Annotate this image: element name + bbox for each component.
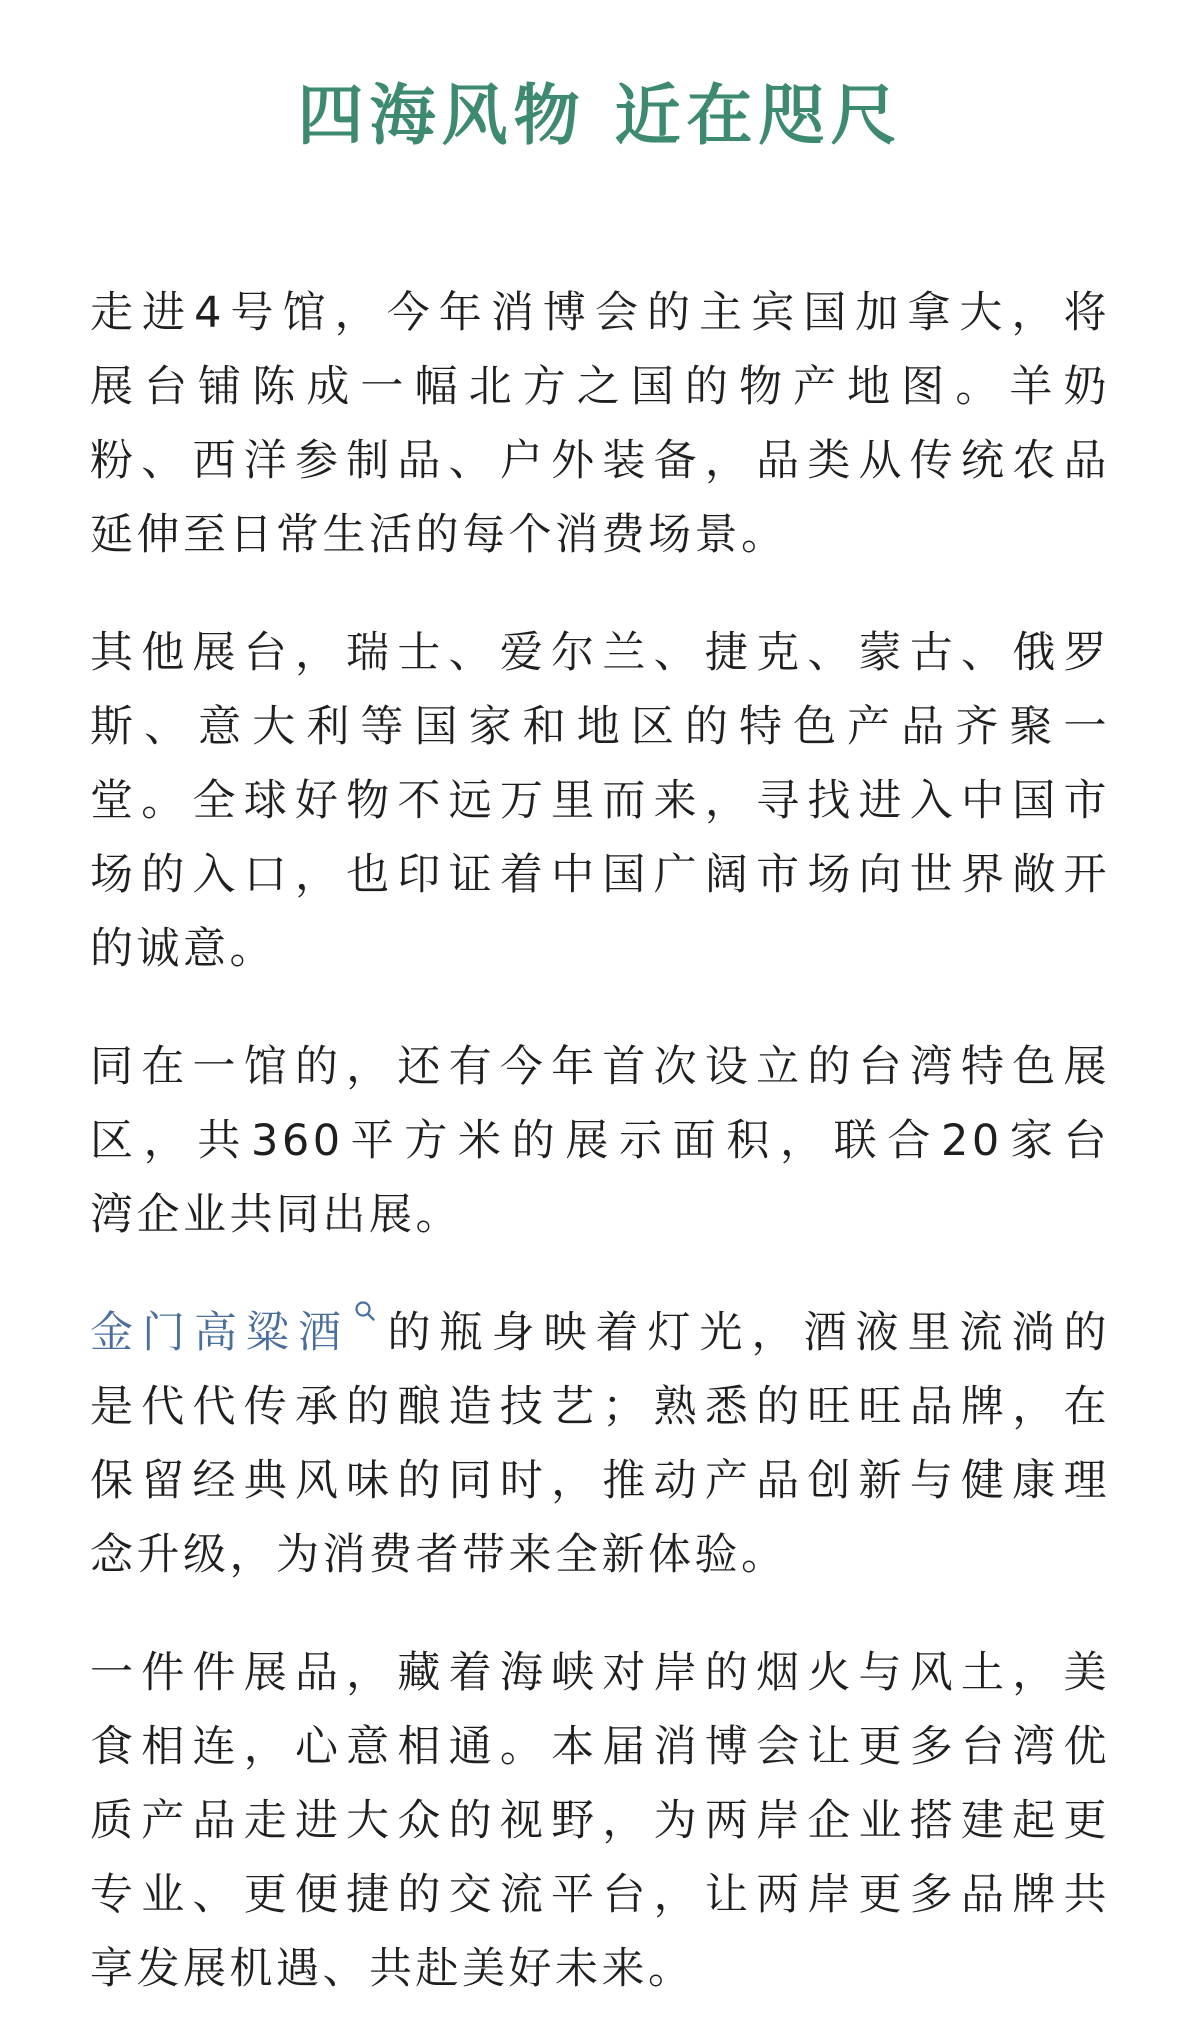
text-line: 保留经典风味的同时，推动产品创新与健康理 — [90, 1456, 1110, 1506]
paragraph-4 — [90, 1296, 1110, 1592]
text-segment: 的瓶身映着灯光，酒液里流淌的 — [382, 1308, 1110, 1358]
article-body — [90, 276, 1110, 2006]
page-title: 四海风物 近在咫尺 — [297, 77, 903, 154]
paragraph-3 — [90, 1030, 1110, 1252]
paragraph-1 — [90, 276, 1110, 572]
text-line: 质产品走进大众的视野，为两岸企业搭建起更 — [90, 1796, 1110, 1846]
text-line: 粉、西洋参制品、户外装备，品类从传统农品 — [90, 436, 1110, 486]
text-line: 是代代传承的酿造技艺；熟悉的旺旺品牌，在 — [90, 1382, 1110, 1432]
text-line: 展台铺陈成一幅北方之国的物产地图。羊奶 — [90, 362, 1110, 412]
text-line: 斯、意大利等国家和地区的特色产品齐聚一 — [90, 702, 1110, 752]
text-line: 走进4号馆，今年消博会的主宾国加拿大，将 — [90, 288, 1110, 338]
text-line: 享发展机遇、共赴美好未来。 — [90, 1944, 695, 1994]
text-line: 专业、更便捷的交流平台，让两岸更多品牌共 — [90, 1870, 1110, 1920]
text-line-with-link — [90, 1296, 1110, 1370]
text-line: 堂。全球好物不远万里而来，寻找进入中国市 — [90, 776, 1110, 826]
text-line: 其他展台，瑞士、爱尔兰、捷克、蒙古、俄罗 — [90, 628, 1110, 678]
text-line: 念升级，为消费者带来全新体验。 — [90, 1530, 788, 1580]
text-line: 延伸至日常生活的每个消费场景。 — [90, 510, 788, 560]
text-line: 同在一馆的，还有今年首次设立的台湾特色展 — [90, 1042, 1110, 1092]
text-line: 区，共360平方米的展示面积，联合20家台 — [90, 1116, 1110, 1166]
text-line: 湾企业共同出展。 — [90, 1190, 462, 1240]
search-icon[interactable] — [354, 1296, 380, 1332]
text-line: 一件件展品，藏着海峡对岸的烟火与风土，美 — [90, 1648, 1110, 1698]
text-line: 的诚意。 — [90, 924, 276, 974]
text-line: 食相连，心意相通。本届消博会让更多台湾优 — [90, 1722, 1110, 1772]
text-line: 场的入口，也印证着中国广阔市场向世界敞开 — [90, 850, 1110, 900]
search-link-jinmen-gaoliang[interactable]: 金门高粱酒 — [90, 1308, 350, 1358]
paragraph-2 — [90, 616, 1110, 986]
paragraph-5 — [90, 1636, 1110, 2006]
